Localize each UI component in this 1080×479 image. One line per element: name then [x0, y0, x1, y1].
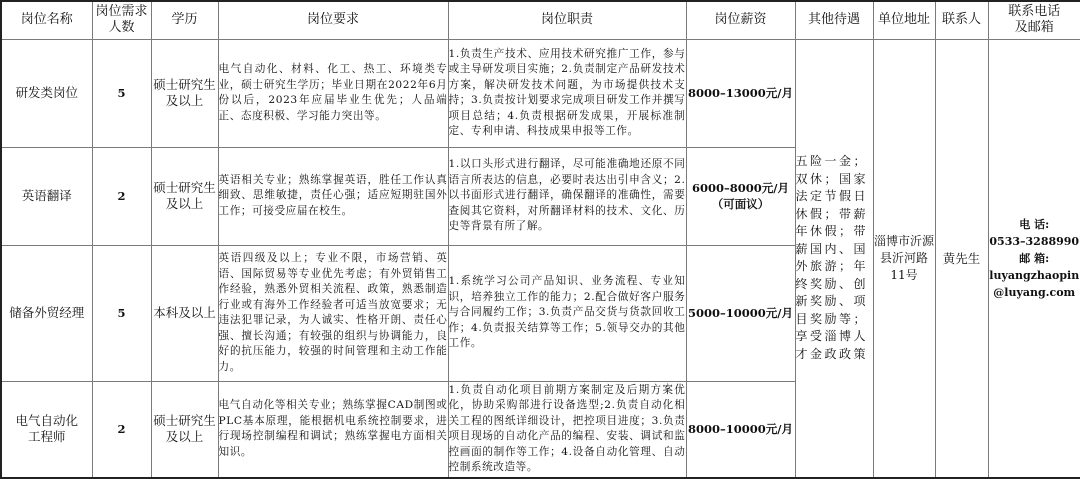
header-salary: 岗位薪资: [686, 1, 795, 39]
salary-line1: 5000–10000元/月: [687, 305, 795, 321]
duties-cell: 1.系统学习公司产品知识、业务流程、专业知识，培养独立工作的能力；2.配合做好客户服务与合同履约工作；3.负责产品交货与货款回收工作；4.负责报关结算等工作；5.领导交办的其他工作。: [448, 245, 686, 381]
duties-cell: 1.以口头形式进行翻译，尽可能准确地还原不同语言所表达的信息，必要时表达出引申含义；2.以书面形式进行翻译，确保翻译的准确性，需要查阅其它资料，对所翻译材料的技术、文化、历史等背景有所了解。: [448, 147, 686, 245]
requirements-cell: 电气自动化、材料、化工、热工、环境类专业，硕士研究生学历；毕业日期在2022年6月份以后，2023年应届毕业生优先；人品端正、态度积极、学习能力突出等。: [218, 39, 448, 147]
position-cell: [1, 381, 92, 478]
contact-person-cell: 黄先生: [935, 39, 988, 478]
email-line1[interactable]: luyangzhaopin: [989, 267, 1080, 284]
header-headcount: [92, 1, 151, 39]
phone-label: 电 话:: [989, 216, 1080, 233]
header-contact-line1: 联系电话: [989, 4, 1080, 20]
header-education: 学历: [151, 1, 218, 39]
education-cell: [151, 381, 218, 478]
benefits-cell: 五险一金；双休；国家法定节假日休假；带薪年休假；带薪国内、国外旅游；年终奖励、创新奖励、项目奖励等；享受淄博人才金政政策: [795, 39, 873, 478]
header-benefits: 其他待遇: [795, 1, 873, 39]
requirements-cell: 电气自动化等相关专业；熟练掌握CAD制图或PLC基本原理，能根据机电系统控制要求，进行现场控制编程和调试；熟练掌握电方面相关知识。: [218, 381, 448, 478]
header-position: 岗位名称: [1, 1, 92, 39]
salary-cell: [686, 147, 795, 245]
salary-cell: [686, 39, 795, 147]
headcount-cell: 2: [92, 381, 151, 478]
position-name-line2: 工程师: [2, 429, 92, 445]
headcount-cell: 5: [92, 39, 151, 147]
duties-cell: 1.负责自动化项目前期方案制定及后期方案优化，协助采购部进行设备选型;2.负责自动化相关工程的图纸详细设计，把控项目进度；3.负责项目现场的自动化产品的编程、安装、调试和监控画面的制作等工作；4.设备自动化管理、自动控制系统改造等。: [448, 381, 686, 478]
header-duties: 岗位职责: [448, 1, 686, 39]
position-name: 英语翻译: [2, 188, 92, 204]
header-headcount-line2: 人数: [93, 20, 151, 36]
salary-line2: （可面议）: [687, 196, 795, 212]
email-label: 邮 箱:: [989, 250, 1080, 267]
requirements-cell: 英语四级及以上；专业不限，市场营销、英语、国际贸易等专业优先考虑；有外贸销售工作经验，熟悉外贸相关流程、政策，熟悉制造行业或有海外工作经验者可适当放宽要求；无违法犯罪记录，为人诚实、性格开朗、责任心强、擅长沟通；有较强的组织与协调能力，良好的抗压能力，较强的时间管理和主动工作能力。: [218, 245, 448, 381]
headcount-cell: 5: [92, 245, 151, 381]
position-cell: [1, 39, 92, 147]
position-name: 研发类岗位: [2, 85, 92, 101]
email-line2[interactable]: @luyang.com: [989, 284, 1080, 301]
education-line2: 及以上: [152, 196, 218, 212]
position-cell: [1, 245, 92, 381]
table-row: [1, 39, 1080, 147]
header-requirements: 岗位要求: [218, 1, 448, 39]
headcount-cell: 2: [92, 147, 151, 245]
header-contact-line2: 及邮箱: [989, 20, 1080, 36]
salary-line1: 8000–13000元/月: [687, 85, 795, 101]
education-line1: 硕士研究生: [152, 77, 218, 93]
header-row: [1, 1, 1080, 39]
education-line1: 硕士研究生: [152, 413, 218, 429]
education-line1: 硕士研究生: [152, 180, 218, 196]
position-name-line1: 电气自动化: [2, 413, 92, 429]
phone-number[interactable]: 0533–3288990: [989, 233, 1080, 250]
header-contact: [988, 1, 1080, 39]
salary-cell: [686, 381, 795, 478]
address-cell: 淄博市沂源县沂河路11号: [873, 39, 935, 478]
education-line2: 及以上: [152, 93, 218, 109]
education-line2: 及以上: [152, 429, 218, 445]
position-cell: [1, 147, 92, 245]
education-cell: [151, 147, 218, 245]
requirements-cell: 英语相关专业；熟练掌握英语，胜任工作认真细致、思维敏捷，责任心强；适应短期驻国外工作；可接受应届在校生。: [218, 147, 448, 245]
salary-cell: [686, 245, 795, 381]
salary-line1: 8000–10000元/月: [687, 421, 795, 437]
position-name: 储备外贸经理: [2, 305, 92, 321]
duties-cell: 1.负责生产技术、应用技术研究推广工作，参与或主导研发项目实施；2.负责制定产品研发技术方案，解决研发技术问题，为市场提供技术支持；3.负责按计划要求完成项目研发工作并撰写项目总结；4.负责根据研发成果，开展标准制定、专利申请、科技成果申报等工作。: [448, 39, 686, 147]
header-contact-person: 联系人: [935, 1, 988, 39]
education-cell: [151, 245, 218, 381]
education-line1: 本科及以上: [152, 305, 218, 321]
header-address: 单位地址: [873, 1, 935, 39]
contact-cell: [988, 39, 1080, 478]
salary-line1: 6000–8000元/月: [687, 180, 795, 196]
header-headcount-line1: 岗位需求: [93, 4, 151, 20]
education-cell: [151, 39, 218, 147]
